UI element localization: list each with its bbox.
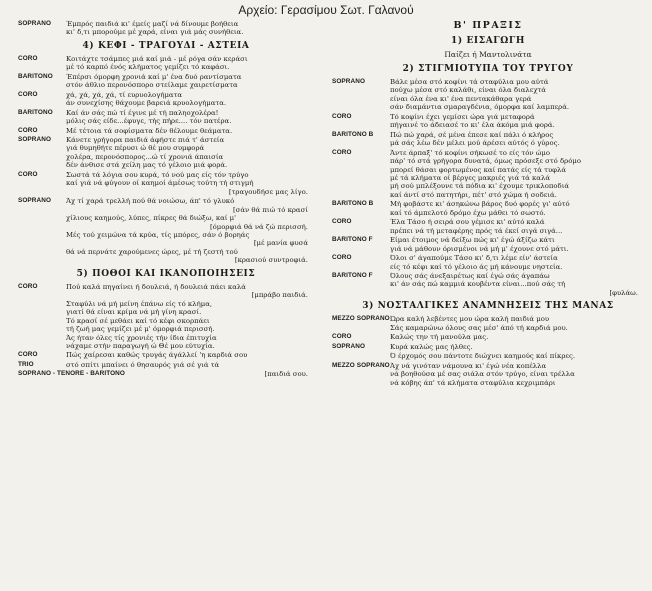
lyric-lines	[390, 113, 644, 130]
speaker-label: SOPRANO	[18, 20, 52, 27]
lyric-line: Μή φοβάστε κι' άσηκώνω βάρος δυό φορές γι' αύτό	[390, 200, 570, 209]
dialogue-block	[332, 149, 644, 200]
speaker-label: SOPRANO	[18, 135, 52, 143]
lyric-lines	[390, 78, 644, 112]
lyric-line: Κοιτάχτε τσάμπες μιά καί μιά - μέ ρόγα σάν κεράσι	[66, 54, 248, 63]
dialogue-block	[18, 351, 314, 359]
lyric-line: Τό κοφίνι έχει γεμίσει ώρα γιά μεταφορά	[390, 112, 535, 121]
lyric-line: μόλις σάς είδε...έφυγε, τής πήρε.... τόν πατέρα.	[66, 117, 232, 126]
dialogue-block	[332, 78, 644, 112]
lyric-lines	[390, 254, 644, 271]
lyric-lines	[66, 136, 314, 170]
dialogue-block	[332, 362, 644, 387]
lyric-line: πρέπει νά τή μεταφέρης πρός τά έκεί σιγά σιγά...	[390, 226, 563, 235]
lyric-line: Άντε άρπαξ' τό κοφίνι σήκωσέ το είς τόν ώμο	[390, 148, 550, 157]
lyric-line: είς τό κέφι καί τό γέλοιο άς μή κάνουμε νηστεία.	[390, 262, 563, 271]
speaker-label: BARITONO F	[332, 236, 373, 244]
lyric-line: μή σού μπλέξουνε τά πόδια κι' έχουμε τρικλοποδιά	[390, 182, 570, 191]
section-heading: 2) ΣΤΙΓΜΙΟΤΥΠΑ ΤΟΥ ΤΡΥΓΟΥ	[402, 64, 574, 74]
dialogue-block	[332, 236, 644, 253]
part-title: Β' ΠΡΑΞΙΣ	[453, 20, 523, 31]
lyric-line: καί άντί στό πατητήρι, πέτ' στό χώμα ή σοδειά.	[390, 190, 557, 199]
speaker-label: CORO	[18, 351, 38, 359]
lyric-lines	[66, 361, 314, 369]
dialogue-block	[332, 200, 644, 217]
lyric-lines	[128, 370, 314, 378]
lyric-line: Πώς χαίρεσαι καθώς τρυγάς άγάλλεί 'η καρδιά σου	[66, 351, 248, 360]
dialogue-block	[18, 171, 314, 196]
lyric-lines	[66, 73, 314, 90]
lyric-line: πούχω μέσα στό καλάθι, είναι όλα διαλεχτά	[390, 86, 546, 95]
lyric-line: καί γιά νά φύγουν οί καημοί άμέσως τούτη τή στιγμή	[66, 179, 254, 188]
dialogue-block	[332, 218, 644, 235]
dialogue-block	[18, 55, 314, 72]
speaker-label: BARITONO	[18, 108, 53, 116]
lyric-line: Μές τού χειμώνα τά κρύα, τίς μπόρες, σάν ό βορηάς	[66, 230, 250, 239]
dialogue-block	[332, 333, 644, 341]
lyric-line: Ό έρχομός σου πάντοτε διώχνει καημούς καί πίκρες.	[390, 352, 576, 361]
speaker-label: MEZZO SOPRANO	[332, 361, 390, 369]
lyric-lines	[66, 171, 314, 196]
dialogue-block	[18, 361, 314, 369]
speaker-label: CORO	[332, 112, 352, 120]
speaker-label: MEZZO SOPRANO	[332, 315, 390, 323]
speaker-label: SOPRANO - TENORE - BARITONO	[18, 370, 125, 378]
lyric-line: Έλα Τάσο ή σειρά σου γέμισε κι' αύτό καλά	[390, 218, 545, 227]
lyric-lines	[66, 55, 314, 72]
lyric-lines	[390, 315, 644, 332]
lyric-line: Πώ πώ χαρά, σέ μένα έπεσε καί πάλι ό κλήρος	[390, 130, 554, 139]
lyric-line: Άχ τί χαρά τρελλή πού θά νοιώσω, άπ' τό γλυκό	[66, 197, 235, 206]
speaker-label: CORO	[332, 218, 352, 226]
lyric-line: μέ τά κλήματα οί βέργες μακριές γιά τά καλά	[390, 173, 550, 182]
dialogue-block	[332, 315, 644, 332]
lyric-line: [μπράβο παιδιά.	[251, 291, 308, 300]
archive-note: Αρχείο: Γερασίμου Σωτ. Γαλανού	[238, 3, 414, 17]
lyric-line: Καί άν σάς πώ τί έγινε μέ τή παληοχολέρα!	[66, 108, 219, 117]
lyric-line: Όλους σάς άνεξαιρέτως καί έγώ σάς άγαπάω	[390, 271, 550, 280]
lyric-line: δέν άνθισε στά χείλη μας τό γέλοιο μιά φορά.	[66, 161, 228, 170]
left-column	[18, 20, 314, 587]
lyric-line: Έμπρός παιδιά κι' έμείς μαζί νά δίνουμε βοήθεια	[66, 20, 239, 28]
lyric-line: Βάλε μέσα στό κοφίνι τά σταφύλια μου αύτά	[390, 78, 549, 86]
dialogue-block	[332, 113, 644, 130]
lyric-line: Πού καλά πηγαίνει ή δουλειά, ή δουλειά πάει καλά	[66, 282, 246, 291]
lyric-line: μά σάς λέω δέν μέλει μού άρέσει αύτός ό γύρος.	[390, 139, 560, 148]
speaker-label: SOPRANO	[18, 197, 52, 205]
lyric-line: [όμορφιά θά νά ζώ περισσή.	[209, 222, 308, 231]
dialogue-block	[18, 127, 314, 135]
dialogue-block	[18, 197, 314, 265]
dialogue-block	[332, 272, 644, 297]
lyric-lines	[390, 333, 644, 341]
lyric-line: [κρασιού συντροφιά.	[234, 256, 308, 265]
lyric-lines	[390, 131, 644, 148]
lyric-line: Κυρά καλώς μας ήλθες.	[390, 342, 473, 351]
speaker-label: BARITONO B	[332, 130, 374, 138]
lyric-line: μέ τό καρπό ένός κλήματος γεμίζει τό καφάσι.	[66, 63, 230, 72]
lyric-line: Ώρα καλή λεβέντες μου ώρα καλή παιδιά μου	[390, 315, 550, 324]
lyric-lines	[390, 352, 644, 360]
lyric-line: Όλοι σ' άγαπούμε Τάσο κι' δ,τι λέμε είν' άστεία	[390, 254, 558, 263]
speaker-label: CORO	[18, 282, 38, 290]
lyric-line: νά κόβης άπ' τά κλήματα σταφύλια κεχριμπάρι	[390, 378, 556, 387]
lyric-line: γιατί θά είναι κρίμα νά μή γίνη κρασί.	[66, 308, 202, 317]
speaker-label: CORO	[18, 54, 38, 62]
speaker-label: SOPRANO	[332, 342, 366, 350]
lyric-line: Σωστά τά λόγια σου κυρά, τό νού μας είς τόν τρύγο	[66, 170, 249, 179]
lyric-line: στόν άθλιο περονόσπορο στείλαμε χαιρετίσματα	[66, 81, 238, 90]
lyric-line: νάχαμε στήν παραγωγή ώ Θέ μου εύτυχία.	[66, 341, 215, 350]
lyric-line: θά νά περνάτε χαρούμενες ώρες, μέ τή ζεστή τού	[66, 247, 238, 256]
section-heading: 5) ΠΟΘΟΙ ΚΑΙ ΙΚΑΝΟΠΟΙΗΣΕΙΣ	[76, 268, 256, 279]
lyric-line: τή ζωή μας γεμίζει μέ μ' όμορφιά περισσή.	[66, 325, 215, 334]
dialogue-block	[18, 136, 314, 170]
dialogue-block	[18, 20, 314, 37]
lyric-line: πάρ' τό στά γρήγορα δυνατά, όμως πρόσεξε στό δρόμο	[390, 157, 581, 166]
lyric-line: άν συνεχίσης θάχουμε βαρειά κρυολογήματα.	[66, 99, 227, 108]
lyric-line: [παιδιά σου.	[264, 370, 308, 379]
lyric-lines	[390, 200, 644, 217]
lyric-line: είναι όλα ένα κι' ένα πεντακάθαρα γερά	[390, 94, 532, 103]
speaker-label: CORO	[18, 170, 38, 178]
lyric-lines	[66, 109, 314, 126]
lyric-lines	[66, 351, 314, 359]
lyric-lines	[390, 149, 644, 200]
lyric-line: πήγαινέ το άδειασέ το κι' έλα άκόμα μιά φορά.	[390, 121, 555, 130]
lyric-line: Τό κρασί σέ μεθάει καί τό κέφι σκορπάει	[66, 316, 210, 325]
lyric-line: [σάν θά πιώ τό κρασί	[232, 205, 308, 214]
speaker-label: BARITONO F	[332, 271, 373, 279]
lyric-line: στό σπίτι μπαίνει ό θησαυρός γιά σέ γιά τά	[66, 360, 220, 369]
lyric-line: νά βοηθούσα μέ σας σιάλα στόν τρύγο, είναι τρέλλα	[390, 370, 575, 379]
dialogue-block	[18, 370, 314, 378]
lyric-line: Έπέρσι όμορφη χρονιά καί μ' ένα δυό ραντίσματα	[66, 72, 242, 81]
lyric-line: [τραγουδήσε μας λίγο.	[228, 187, 308, 196]
lyric-line: Σάς καμαρώνω όλους σας μέσ' άπό τή καρδιά μου.	[390, 323, 568, 332]
stage-direction: Παίζει ή Μαντολινάτα	[444, 50, 532, 59]
speaker-label: SOPRANO	[332, 78, 366, 85]
lyric-lines	[66, 20, 314, 37]
lyric-line: χολέρα, περονόσπορος...ώ τί χρονιά άπαισία	[66, 152, 224, 161]
lyric-line: Κάνετε γρήγορα παιδιά άφήστε πιά τ' άστεία	[66, 135, 225, 144]
lyric-lines	[66, 283, 314, 351]
lyric-line: [φυλάω.	[609, 288, 638, 297]
speaker-label: BARITONO B	[332, 200, 374, 208]
section-heading: 3) ΝΟΣΤΑΛΓΙΚΕΣ ΑΝΑΜΝΗΣΕΙΣ ΤΗΣ ΜΑΝΑΣ	[362, 301, 614, 312]
lyric-line: [μέ μανία φυσά	[253, 239, 308, 248]
lyric-line: χίλιους καημούς, λύπες, πίκρες θά διώξω, καί μ'	[66, 214, 237, 223]
speaker-label: CORO	[332, 148, 352, 156]
dialogue-block	[18, 109, 314, 126]
lyric-line: Μέ τέτοια τά σοφίσματα δέν θέλουμε θεάματα.	[66, 126, 233, 135]
dialogue-block	[332, 343, 644, 351]
lyric-lines	[390, 218, 644, 235]
lyric-line: καί τό άμπελοτό δρόμο έχω μάθει τό σωστό.	[390, 208, 546, 217]
speaker-label: CORO	[18, 90, 38, 98]
right-column	[332, 20, 644, 587]
speaker-label: TRIO	[18, 360, 34, 368]
lyric-lines	[66, 91, 314, 108]
lyric-line: Άχ νά γινόταν νάμουνα κι' έγώ νέα κοπέλλα	[390, 361, 547, 370]
dialogue-block	[332, 131, 644, 148]
lyric-line: κι' άν σάς πώ καμμιά κουβέντα είναι...πού σάς τή	[390, 280, 566, 289]
lyric-line: χά, χά, χά, χά, τί ευρυολογήματα	[66, 90, 183, 99]
lyric-line: κι' δ,τι μπορούμε μέ χαρά, είναι γιά μάς συνήθεια.	[66, 28, 244, 37]
dialogue-block	[18, 73, 314, 90]
dialogue-block	[332, 254, 644, 271]
lyric-line: σάν διαμάντια σμαραγδένια, όμορφα καί λαμπερά.	[390, 103, 570, 112]
lyric-lines	[66, 197, 314, 265]
dialogue-block	[18, 283, 314, 351]
lyric-lines	[66, 127, 314, 135]
lyric-line: Καλώς την τή μανούλα μας.	[390, 333, 489, 342]
section-heading: 4) ΚΕΦΙ - ΤΡΑΓΟΥΔΙ - ΑΣΤΕΙΑ	[82, 40, 250, 51]
lyric-lines	[390, 272, 644, 297]
lyric-line: γιά νά μάθουν όρισμένοι νά μή μ' έχουνε στό μάτι.	[390, 244, 569, 253]
lyric-lines	[390, 362, 644, 387]
speaker-label: CORO	[18, 126, 38, 134]
lyric-line: μπορεί θάσαι φορτωμένος καί πατάς είς τά τυφλά	[390, 165, 566, 174]
lyric-lines	[390, 343, 644, 351]
speaker-label: CORO	[332, 333, 352, 341]
lyric-line: γιά θυμηθήτε πέρυσι ώ θέ μου συμφορά	[66, 144, 205, 153]
speaker-label: CORO	[332, 254, 352, 262]
dialogue-block	[18, 91, 314, 108]
speaker-label: BARITONO	[18, 72, 53, 80]
lyric-line: Είμαι έτοιμος νά δείξω πώς κι' έγώ άξίζω κάτι	[390, 236, 555, 245]
lyric-line: Σταφύλι νά μή μείνη έπάνω είς τό κλήμα,	[66, 299, 213, 308]
dialogue-block	[332, 352, 644, 360]
lyric-line: Άς ήταν όλες τίς χρονιές τήν ίδια έπιτυχία	[66, 333, 217, 342]
lyric-lines	[390, 236, 644, 253]
section-heading: 1) ΕΙΣΑΓΩΓΗ	[451, 36, 525, 46]
